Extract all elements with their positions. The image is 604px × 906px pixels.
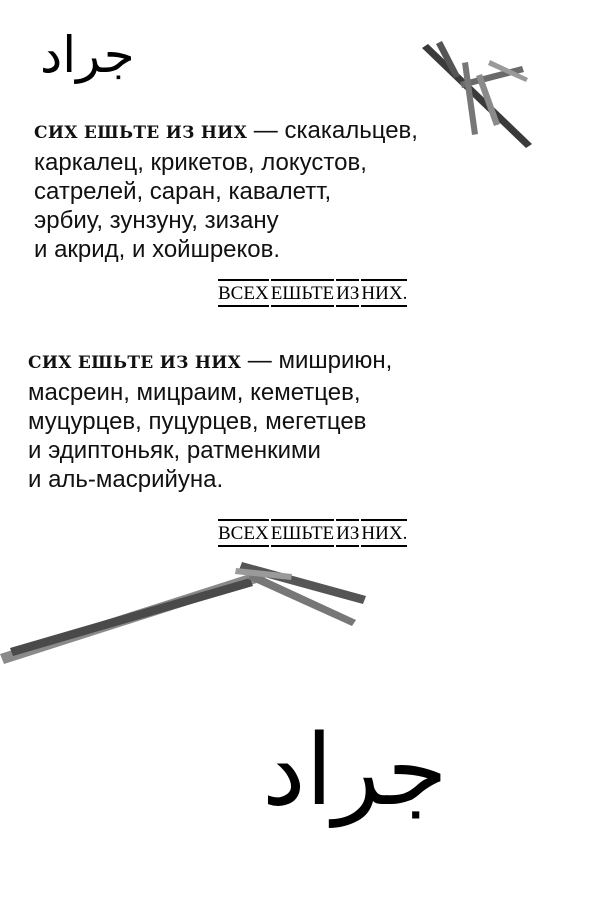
refrain-word: ЕШЬТЕ [271, 519, 334, 547]
stanza-2-first-line [28, 346, 548, 378]
stanza-1-line: каркалец, крикетов, локустов, [34, 149, 367, 176]
stanza-1-first-line [34, 116, 554, 148]
stanza-1-line: и акрид, и хойшреков. [34, 236, 281, 263]
stanza-1-lead: СИХ ЕШЬТЕ ИЗ НИХ [34, 123, 248, 143]
grass-ornament-middle [0, 560, 370, 665]
arabic-title-bottom: جراد [262, 714, 448, 828]
stanza-2-line: и аль-масрийуна. [28, 466, 224, 493]
refrain-word: ИЗ [336, 519, 359, 547]
refrain-1 [218, 279, 409, 307]
refrain-2 [218, 519, 409, 547]
stanza-2-lead: СИХ ЕШЬТЕ ИЗ НИХ [28, 353, 242, 373]
stanza-1-line: сатрелей, саран, кавалетт, [34, 178, 332, 205]
arabic-title-top: جراد [40, 26, 135, 84]
stanza-2-line: масреин, мицраим, кеметцев, [28, 379, 361, 406]
stanza-1-line: эрбиу, зунзуну, зизану [34, 207, 279, 234]
refrain-word: ВСЕХ [218, 519, 269, 547]
stanza-2-line: и эдиптоньяк, ратменкими [28, 437, 321, 464]
refrain-word: НИХ. [361, 279, 407, 307]
stanza-1-lead-rest: — скакальцев, [247, 117, 418, 144]
stanza-2-lead-rest: — мишриюн, [241, 347, 393, 374]
refrain-word: ЕШЬТЕ [271, 279, 334, 307]
stanza-2-line: муцурцев, пуцурцев, мегетцев [28, 408, 367, 435]
refrain-word: НИХ. [361, 519, 407, 547]
stanza-2 [28, 346, 548, 494]
stanza-1 [34, 116, 554, 264]
refrain-word: ИЗ [336, 279, 359, 307]
refrain-word: ВСЕХ [218, 279, 269, 307]
